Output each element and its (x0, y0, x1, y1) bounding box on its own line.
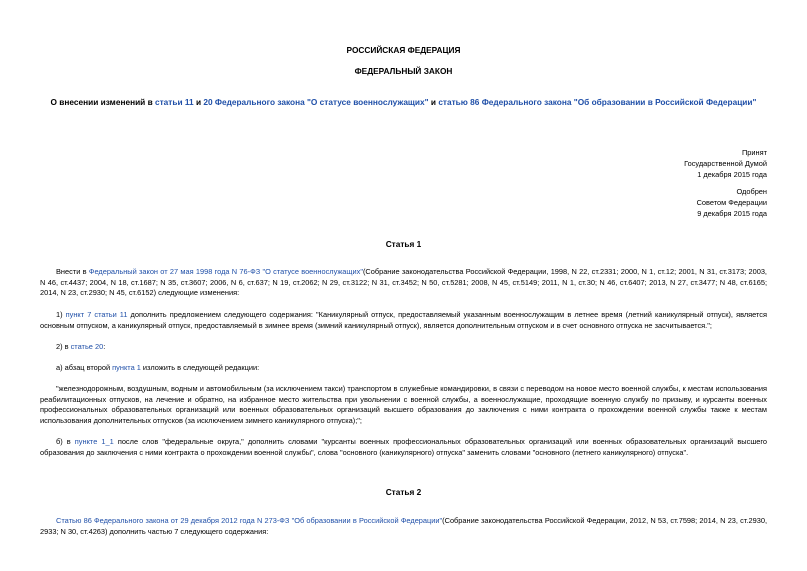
title-text-3: и (428, 97, 439, 107)
adopted-block (567, 147, 767, 180)
subitem-b-text-2: после слов "федеральные округа," дополнить словами "курсанты военных профессиональных образовательных организаций или военных образовательных организаций высшего образования до заключения с ними контракта о прохождении военной службы", слова "основного (каникулярного) отпуска" заменить словами "основного (летнего каникулярного) отпуска". (40, 437, 767, 457)
subitem-a-text-1: а) абзац второй (56, 363, 113, 372)
article-1-quote: "железнодорожным, воздушным, водным и автомобильным (за исключением такси) транспортом в служебные командировки, в связи с переводом на новое место военной службы, к местам использования реабилитационных отпусков, на лечение и обратно, на избранное место жительства при увольнении с военной службы, а военнослужащие, проходящие военную службу по призыву, и курсанты военных профессиональных образовательных организаций или военных образовательных организаций высшего образования до заключения с ними контракта о прохождении военной службы также к местам использования дополнительных отпусков (за исключением зимнего каникулярного отпуска);"; (40, 384, 767, 425)
adopted-line-2: Государственной Думой (684, 159, 767, 168)
link-item-1[interactable]: пункта 1 (112, 363, 141, 372)
article-1-heading: Статья 1 (385, 239, 422, 249)
link-item-1-1[interactable]: пункте 1_1 (74, 437, 114, 446)
article-1-subitem-b (40, 437, 767, 458)
approved-line-3: 9 декабря 2015 года (697, 209, 767, 218)
adopted-line-3: 1 декабря 2015 года (697, 170, 767, 179)
approved-line-2: Советом Федерации (696, 198, 767, 207)
country-heading: РОССИЙСКАЯ ФЕДЕРАЦИЯ (346, 45, 461, 55)
law-type-heading: ФЕДЕРАЛЬНЫЙ ЗАКОН (354, 66, 453, 76)
intro-text-1: Внести в (56, 267, 89, 276)
article-1-item-2 (40, 342, 767, 353)
link-law-76fz[interactable]: Федеральный закон от 27 мая 1998 года N 76-ФЗ "О статусе военнослужащих" (88, 267, 363, 276)
article-2-heading: Статья 2 (385, 487, 422, 497)
link-article-11[interactable]: статьи 11 (155, 97, 194, 107)
adopted-line-1: Принят (741, 148, 767, 157)
link-article-20[interactable]: 20 Федерального закона "О статусе военнослужащих" (203, 97, 429, 107)
title-text-1: О внесении изменений в (50, 97, 155, 107)
article-2-intro-text: (Собрание законодательства Российской Федерации, 2012, N 53, ст.7598; 2014, N 23, ст.2930, 2933; N 30, ст.4263) дополнить частью 7 следующего содержания: (40, 516, 767, 536)
item-2-text-2: : (103, 342, 106, 351)
link-article-86[interactable]: статью 86 Федерального закона "Об образовании в Российской Федерации" (438, 97, 757, 107)
approved-block (567, 186, 767, 219)
title-text-2: и (193, 97, 204, 107)
article-1-intro (40, 267, 767, 299)
article-1-item-1 (40, 310, 767, 331)
subitem-a-text-2: изложить в следующей редакции: (140, 363, 260, 372)
approved-line-1: Одобрен (736, 187, 767, 196)
item-2-text-1: 2) в (56, 342, 71, 351)
link-article-20-body[interactable]: статье 20 (70, 342, 104, 351)
link-item-7-article-11[interactable]: пункт 7 статьи 11 (65, 310, 128, 319)
link-article-86-law-273fz[interactable]: Статью 86 Федерального закона от 29 декабря 2012 года N 273-ФЗ "Об образовании в Российской Федерации" (56, 516, 443, 525)
law-title (40, 97, 767, 108)
article-1-subitem-a (40, 363, 767, 374)
article-2-intro (40, 516, 767, 537)
subitem-b-text-1: б) в (56, 437, 75, 446)
item-1-text-1: 1) (56, 310, 66, 319)
intro-text-2: (Собрание законодательства Российской Федерации, 1998, N 22, ст.2331; 2000, N 1, ст.12; 2001, N 31, ст.3173; 2003, N 46, ст.4437; 2004, N 18, ст.1687; N 35, ст.3607; 2006, N 6, ст.637; N 19, ст.2062; N 29, ст.3122; N 31, ст.3452; N 50, ст.5281; 2008, N 45, ст.5149; 2011, N 1, ст.30; N 46, ст.6407; 2013, N 27, ст.3477; N 48, ст.6165; 2014, N 23, ст.2930; N 45, ст.6152) следующие изменения: (40, 267, 767, 297)
item-1-text-2: дополнить предложением следующего содержания: "Каникулярный отпуск, предоставляемый указанным военнослужащим в летнее время (летний каникулярный отпуск), является основным отпуском, а каникулярный отпуск, предоставляемый в зимнее время (зимний каникулярный отпуск), является дополнительным отпуском и в счет основного отпуска не засчитывается."; (40, 310, 768, 330)
